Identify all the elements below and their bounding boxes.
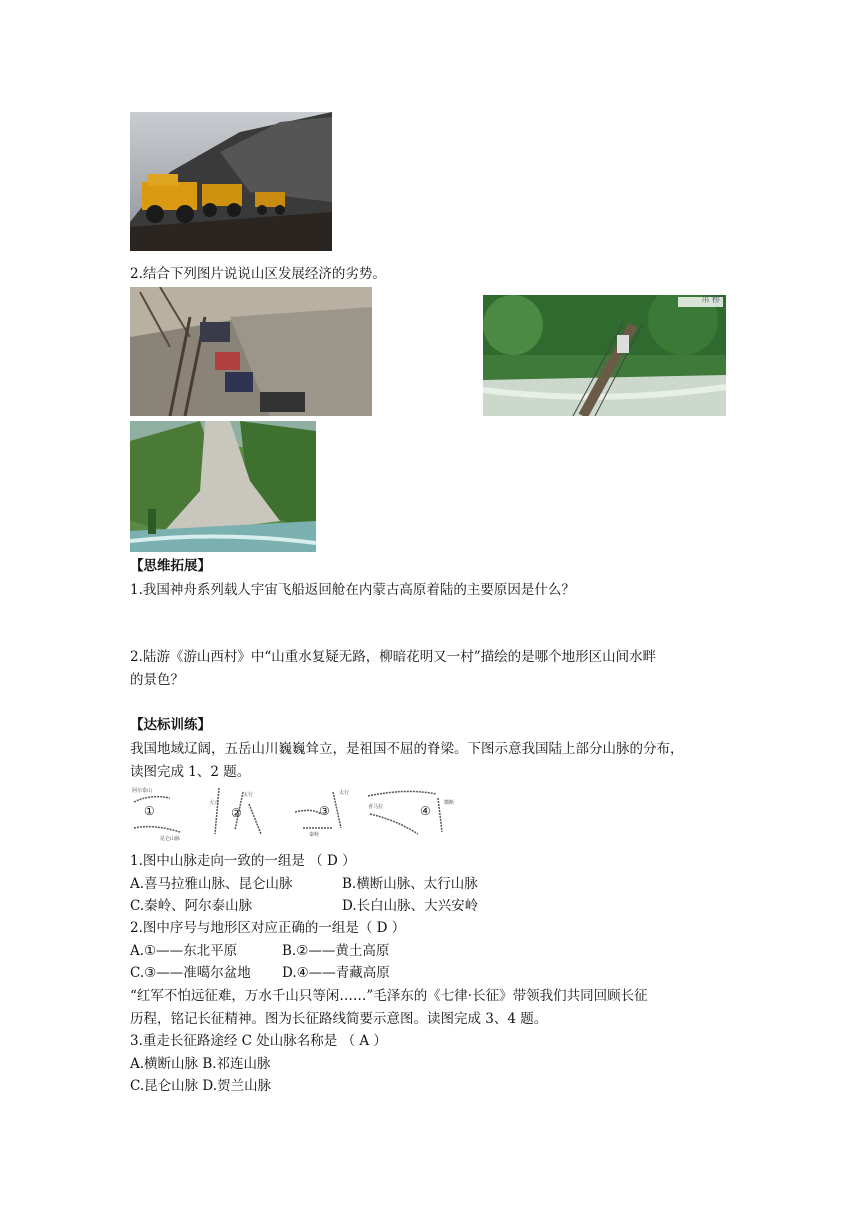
mountain-map-2 [205,784,267,842]
practice-heading: 【达标训练】 [130,717,211,733]
mountain-map-3 [293,784,353,842]
cliff-ladder-photo [130,287,372,416]
practice-q1: 1.图中山脉走向一致的一组是 （ D ） [130,853,356,869]
thinking-heading: 【思维拓展】 [130,558,211,574]
practice-q1-option-d: D.长白山脉、大兴安岭 [342,898,479,914]
bridge-caption: 吊 桥 [701,295,720,304]
passage-line1: “红军不怕远征难，万水千山只等闲……”毛泽东的《七律·长征》带领我们共同回顾长征 [130,988,648,1004]
practice-q2-option-a: A.①——东北平原 [130,943,238,959]
svg-text:阿尔泰山: 阿尔泰山 [132,788,153,794]
mountain-map-4 [366,784,458,842]
thinking-q2-line2: 的景色？ [130,672,184,688]
practice-q2-option-b: B.②——黄土高原 [282,943,390,959]
practice-q2: 2.图中序号与地形区对应正确的一组是（ D ） [130,920,406,936]
practice-intro-line1: 我国地域辽阔，五岳山川巍巍耸立，是祖国不屈的脊梁。下图示意我国陆上部分山脉的分布， [130,741,684,757]
landslide-photo [130,421,316,552]
svg-text:秦岭: 秦岭 [309,832,320,838]
mining-trucks-photo [130,112,332,251]
passage-line2: 历程，铭记长征精神。图为长征路线简要示意图。读图完成 3、4 题。 [130,1011,548,1027]
svg-text:昆仑山脉: 昆仑山脉 [160,836,181,842]
map-label-2: ② [231,806,242,820]
thinking-q2-line1: 2.陆游《游山西村》中“山重水复疑无路，柳暗花明又一村”描绘的是哪个地形区山间水畔 [130,649,657,665]
practice-q2-option-c: C.③——准噶尔盆地 [130,965,251,981]
practice-q1-option-a: A.喜马拉雅山脉、昆仑山脉 [130,876,293,892]
svg-text:横断: 横断 [444,800,455,806]
svg-text:喜马拉: 喜马拉 [368,804,384,810]
question-2-prompt: 2.结合下列图片说说山区发展经济的劣势。 [130,266,386,282]
map-label-1: ① [144,804,155,818]
rope-bridge-photo [483,295,726,416]
practice-q3-options-cd: C.昆仑山脉 D.贺兰山脉 [130,1078,272,1094]
practice-intro-line2: 读图完成 1、2 题。 [130,764,251,780]
svg-text:太行: 太行 [243,792,254,798]
map-label-3: ③ [319,804,330,818]
svg-text:太行: 太行 [339,790,350,796]
svg-text:大兴: 大兴 [209,800,220,806]
thinking-q1: 1.我国神舟系列载人宇宙飞船返回舱在内蒙古高原着陆的主要原因是什么？ [130,582,575,598]
mountain-map-1 [130,784,186,842]
practice-q3-options-ab: A.横断山脉 B.祁连山脉 [130,1056,271,1072]
practice-q3: 3.重走长征路途经 C 处山脉名称是 （ A ） [130,1033,387,1049]
practice-q1-option-b: B.横断山脉、太行山脉 [342,876,478,892]
practice-q1-option-c: C.秦岭、阿尔泰山脉 [130,898,253,914]
map-label-4: ④ [420,804,431,818]
practice-q2-option-d: D.④——青藏高原 [282,965,390,981]
